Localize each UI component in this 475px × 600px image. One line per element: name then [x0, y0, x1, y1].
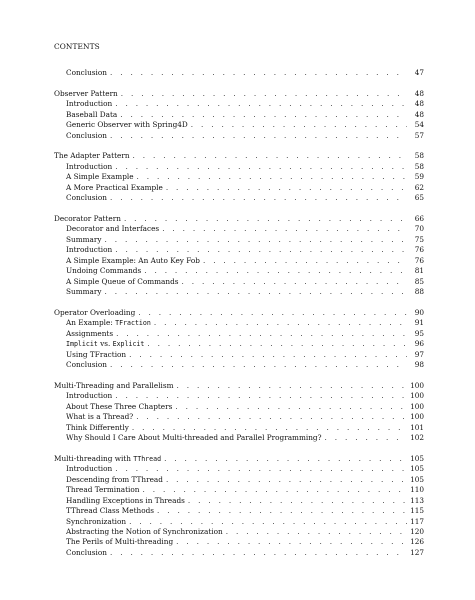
toc-entry-title: Generic Observer with Spring4D	[66, 120, 188, 130]
code-term: TFraction	[115, 319, 151, 328]
toc-page-number: 113	[410, 495, 424, 505]
dot-leader	[162, 224, 407, 234]
toc-page-number: 115	[410, 506, 424, 516]
toc-page-number: 58	[414, 151, 424, 161]
toc-entry-title: The Adapter Pattern	[54, 151, 130, 161]
toc-entry-title: Conclusion	[66, 68, 107, 77]
title-text: Multi-threading with	[54, 453, 134, 463]
dot-leader	[115, 391, 407, 401]
dot-leader	[137, 172, 407, 182]
dot-leader	[188, 496, 407, 506]
dot-leader	[124, 214, 407, 224]
toc-entry-title: Baseball Data	[66, 109, 118, 119]
toc-section-entry	[54, 433, 424, 443]
toc-entry-title	[54, 454, 161, 464]
dot-leader	[132, 423, 407, 433]
toc-chapter-entry	[54, 308, 424, 318]
toc-page-number: 100	[410, 380, 424, 390]
toc-page-number: 58	[414, 161, 424, 171]
dot-leader	[110, 131, 407, 141]
toc-page-number: 48	[414, 88, 424, 98]
dot-leader	[110, 548, 407, 558]
toc-page-number: 91	[414, 318, 424, 328]
dot-leader	[110, 68, 407, 78]
toc-entry-title: Synchronization	[66, 516, 127, 526]
dot-leader	[176, 537, 407, 547]
toc-entry-title: Observer Pattern	[54, 88, 118, 98]
code-term: Implicit	[66, 340, 98, 349]
dot-leader	[177, 381, 407, 391]
toc-page-number: 48	[414, 109, 424, 119]
toc-page-number: 75	[414, 234, 424, 244]
toc-entry-title: Think Differently	[66, 422, 129, 432]
toc-chapter-entry	[54, 151, 424, 161]
toc-section-entry	[54, 496, 424, 506]
toc-page-number: 105	[410, 474, 424, 484]
toc-page-number: 100	[410, 391, 424, 401]
toc-page-number: 62	[414, 182, 424, 192]
toc-page-number: 76	[414, 255, 424, 265]
toc-section-entry	[54, 548, 424, 558]
toc-section-entry	[54, 506, 424, 516]
dot-leader	[120, 110, 407, 120]
toc-page-number: 95	[414, 328, 424, 338]
toc-page-number: 88	[414, 287, 424, 297]
toc-entry-title: About These Three Chapters	[66, 401, 173, 411]
toc-chapter-entry	[54, 381, 424, 391]
toc-entry-title: Introduction	[66, 391, 113, 401]
toc-entry-title	[66, 339, 144, 349]
toc-section-entry	[54, 120, 424, 130]
toc-entry-title: Abstracting the Notion of Synchronization	[66, 526, 223, 536]
toc-chapter-entry	[54, 89, 424, 99]
toc-page-number: 85	[414, 276, 424, 286]
toc-entry-title: TThread Class Methods	[66, 506, 155, 516]
toc-page-number: 76	[414, 245, 424, 255]
toc-chapter-entry	[54, 214, 424, 224]
toc-entry-title: Summary	[66, 287, 102, 297]
toc-section-entry	[54, 235, 424, 245]
toc-section-entry	[54, 110, 424, 120]
toc-entry-title: A Simple Queue of Commands	[66, 276, 179, 286]
toc-entry-title: Decorator and Interfaces	[66, 224, 160, 234]
code-term: Explicit	[112, 340, 145, 349]
dot-leader	[116, 329, 407, 339]
dot-leader	[154, 318, 407, 328]
toc-entry-title: Introduction	[66, 464, 113, 474]
dot-leader	[121, 89, 407, 99]
dot-leader	[182, 277, 407, 287]
toc-section-entry	[54, 183, 424, 193]
toc-section-entry	[54, 68, 424, 78]
toc-section-entry	[54, 131, 424, 141]
dot-leader	[110, 360, 407, 370]
toc-entry-title: Descending from TThread	[66, 474, 163, 484]
toc-entry-title: Summary	[66, 234, 102, 244]
dot-leader	[142, 485, 407, 495]
toc-entry-title: A Simple Example	[66, 172, 134, 182]
toc-page-number: 65	[414, 193, 424, 203]
toc-section-entry	[54, 99, 424, 109]
toc-entry-title: The Perils of Multi-threading	[66, 537, 174, 547]
toc-page-number: 100	[410, 412, 424, 422]
toc-entry-title: Conclusion	[66, 193, 107, 203]
toc-section-entry	[54, 277, 424, 287]
toc-entry-title: Introduction	[66, 161, 113, 171]
toc-page-number: 54	[414, 120, 424, 130]
toc-section-entry	[54, 193, 424, 203]
dot-leader	[203, 256, 407, 266]
toc-entry-title: Undoing Commands	[66, 266, 142, 276]
toc-section-entry	[54, 339, 424, 349]
toc-section-entry	[54, 266, 424, 276]
toc-page-number: 126	[410, 537, 424, 547]
toc-section-entry	[54, 287, 424, 297]
toc-entry-title: A More Practical Example	[66, 182, 163, 192]
toc-page-number: 97	[414, 349, 424, 359]
toc-entry-title	[66, 318, 151, 328]
dot-leader	[144, 266, 407, 276]
toc-page-number: 100	[410, 401, 424, 411]
dot-leader	[136, 412, 407, 422]
dot-leader	[138, 308, 407, 318]
running-header: CONTENTS	[54, 42, 100, 51]
toc-section-entry	[54, 329, 424, 339]
toc-section-entry	[54, 224, 424, 234]
toc-page-number: 102	[410, 433, 424, 443]
dot-leader	[110, 193, 407, 203]
toc-page-number: 48	[414, 99, 424, 109]
dot-leader	[105, 235, 408, 245]
toc-page-number: 90	[414, 307, 424, 317]
toc-page-number: 101	[410, 422, 424, 432]
toc-section-entry	[54, 485, 424, 495]
dot-leader	[115, 99, 407, 109]
toc-section-entry	[54, 318, 424, 328]
code-term: TThread	[133, 454, 162, 463]
toc-entry-title: Using TFraction	[66, 349, 127, 359]
dot-leader	[166, 475, 407, 485]
toc-section-entry	[54, 172, 424, 182]
dot-leader	[325, 433, 407, 443]
dot-leader	[175, 402, 407, 412]
dot-leader	[115, 245, 407, 255]
toc-entry-title: Conclusion	[66, 547, 107, 557]
dot-leader	[164, 454, 407, 464]
toc-section-entry	[54, 162, 424, 172]
dot-leader	[129, 350, 407, 360]
toc-section-entry	[54, 245, 424, 255]
title-text: vs.	[97, 339, 113, 349]
toc-section-entry	[54, 402, 424, 412]
dot-leader	[129, 517, 407, 527]
toc-page-number: 70	[414, 224, 424, 234]
toc-page-number: 105	[410, 453, 424, 463]
toc-section-entry	[54, 464, 424, 474]
title-text: An Example:	[66, 318, 116, 328]
dot-leader	[115, 162, 407, 172]
toc-entry-title: Introduction	[66, 99, 113, 109]
dot-leader	[133, 151, 407, 161]
toc-section-entry	[54, 527, 424, 537]
toc-section-entry	[54, 537, 424, 547]
toc-entry-title: Multi-Threading and Parallelism	[54, 380, 174, 390]
toc-page-number: 66	[414, 213, 424, 223]
toc-page-number: 98	[414, 360, 424, 370]
toc-entry-title: What is a Thread?	[66, 412, 134, 422]
dot-leader	[105, 287, 408, 297]
toc-entry-title: Operator Overloading	[54, 307, 136, 317]
dot-leader	[166, 183, 407, 193]
dot-leader	[115, 464, 407, 474]
toc-section-entry	[54, 517, 424, 527]
toc-page-number: 120	[410, 526, 424, 536]
toc-section-entry	[54, 350, 424, 360]
toc-entry-title: Why Should I Care About Multi-threaded and Parallel Programming?	[66, 433, 322, 443]
toc-page-number: 59	[414, 172, 424, 182]
toc-section-entry	[54, 412, 424, 422]
toc-entry-title: Handling Exceptions in Threads	[66, 495, 185, 505]
toc-entry-title: Introduction	[66, 245, 113, 255]
toc-entry-title: Conclusion	[66, 130, 107, 140]
toc-page-number: 47	[414, 68, 424, 77]
dot-leader	[226, 527, 407, 537]
toc-section-entry	[54, 391, 424, 401]
dot-leader	[157, 506, 407, 516]
dot-leader	[191, 120, 407, 130]
toc-entry-title: Assignments	[66, 328, 114, 338]
toc-entry-title: Thread Termination	[66, 485, 140, 495]
toc-entry-title: Conclusion	[66, 360, 107, 370]
toc-section-entry	[54, 256, 424, 266]
toc-page-number: 81	[414, 266, 424, 276]
toc-entry-title: A Simple Example: An Auto Key Fob	[66, 255, 200, 265]
toc-page-number: 105	[410, 464, 424, 474]
toc-page-number: 96	[414, 339, 424, 349]
toc-entry-title: Decorator Pattern	[54, 213, 121, 223]
toc-section-entry	[54, 475, 424, 485]
toc-section-entry	[54, 423, 424, 433]
table-of-contents	[54, 68, 424, 558]
toc-page-number: 57	[414, 130, 424, 140]
toc-section-entry	[54, 360, 424, 370]
dot-leader	[147, 339, 407, 349]
toc-page-number: 127	[410, 547, 424, 557]
toc-page-number: 117	[410, 516, 424, 526]
toc-chapter-entry	[54, 454, 424, 464]
toc-page-number: 110	[410, 485, 424, 495]
